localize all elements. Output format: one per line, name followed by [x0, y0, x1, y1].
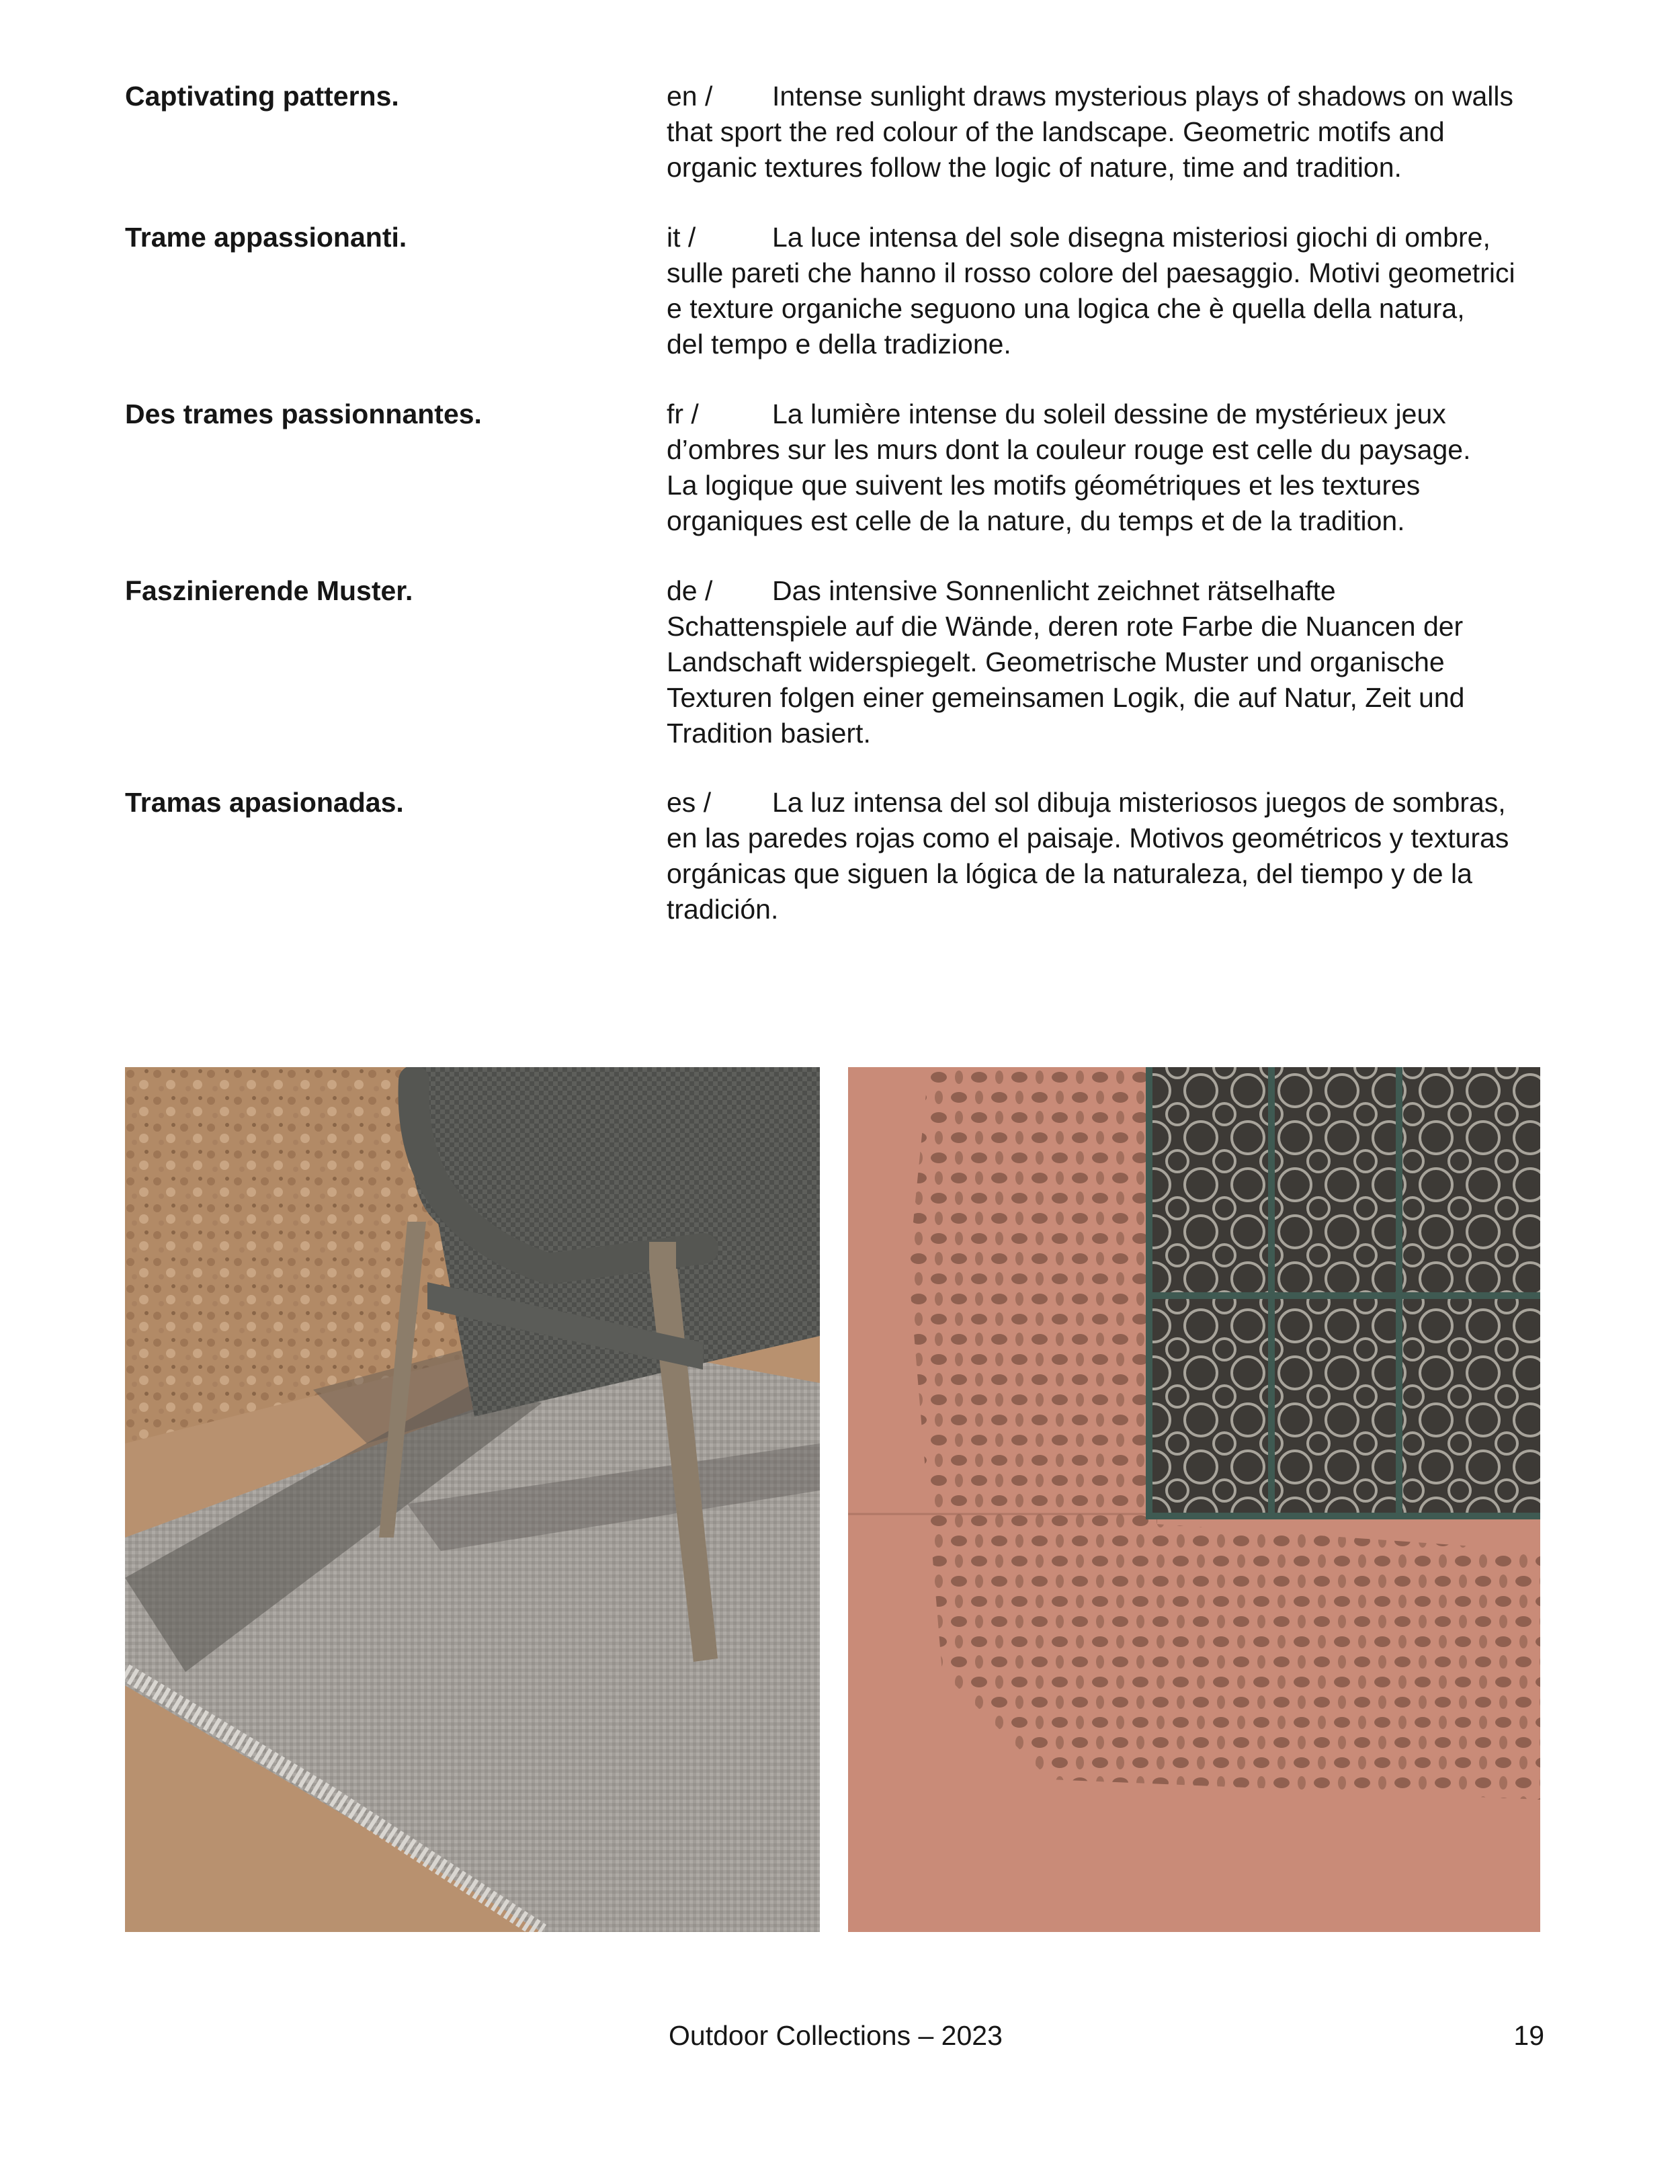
- language-code: es /: [667, 787, 712, 818]
- language-code: en /: [667, 81, 713, 112]
- body-line: Landschaft widerspiegelt. Geometrische Muster und organische: [667, 646, 1445, 677]
- window-grille-shadow-photo: [848, 1067, 1540, 1932]
- chair-on-rug-photo: [125, 1067, 820, 1932]
- section-heading: Tramas apasionadas.: [125, 787, 404, 818]
- body-line: Intense sunlight draws mysterious plays of shadows on walls: [772, 81, 1513, 112]
- section-body: [667, 785, 1554, 927]
- section-heading: Des trames passionnantes.: [125, 398, 482, 429]
- page-number: 19: [1513, 2020, 1544, 2051]
- section-body: [667, 220, 1554, 362]
- body-line: that sport the red colour of the landscape. Geometric motifs and: [667, 116, 1445, 147]
- body-line: Texturen folgen einer gemeinsamen Logik, die auf Natur, Zeit und: [667, 682, 1465, 713]
- body-line: Tradition basiert.: [667, 718, 871, 749]
- body-line: e texture organiche seguono una logica che è quella della natura,: [667, 293, 1465, 324]
- body-line: d’ombres sur les murs dont la couleur rouge est celle du paysage.: [667, 434, 1471, 465]
- body-line: tradición.: [667, 894, 779, 925]
- body-line: La lumière intense du soleil dessine de mystérieux jeux: [772, 398, 1446, 429]
- section-heading: Trame appassionanti.: [125, 222, 407, 253]
- body-line: orgánicas que siguen la lógica de la naturaleza, del tiempo y de la: [667, 858, 1472, 889]
- window-grille-illustration: [848, 1067, 1540, 1932]
- section-body: [667, 573, 1554, 751]
- language-code: it /: [667, 222, 696, 253]
- section-body: [667, 79, 1554, 185]
- body-line: en las paredes rojas como el paisaje. Motivos geométricos y texturas: [667, 823, 1509, 853]
- body-line: organiques est celle de la nature, du temps et de la tradition.: [667, 505, 1405, 536]
- body-line: Das intensive Sonnenlicht zeichnet rätselhafte: [772, 575, 1336, 606]
- section-heading: Captivating patterns.: [125, 81, 399, 112]
- chair-illustration: [125, 1067, 820, 1932]
- section-body: [667, 396, 1554, 539]
- body-line: La luz intensa del sol dibuja misteriosos juegos de sombras,: [772, 787, 1506, 818]
- footer-title: Outdoor Collections – 2023: [669, 2020, 1003, 2051]
- body-line: del tempo e della tradizione.: [667, 329, 1011, 360]
- language-code: de /: [667, 575, 713, 606]
- body-line: Schattenspiele auf die Wände, deren rote Farbe die Nuancen der: [667, 611, 1464, 642]
- body-line: La logique que suivent les motifs géométriques et les textures: [667, 470, 1421, 501]
- body-line: La luce intensa del sole disegna misteriosi giochi di ombre,: [772, 222, 1490, 253]
- section-heading: Faszinierende Muster.: [125, 575, 413, 606]
- language-code: fr /: [667, 398, 699, 429]
- body-line: sulle pareti che hanno il rosso colore del paesaggio. Motivi geometrici: [667, 257, 1515, 288]
- body-line: organic textures follow the logic of nature, time and tradition.: [667, 152, 1402, 183]
